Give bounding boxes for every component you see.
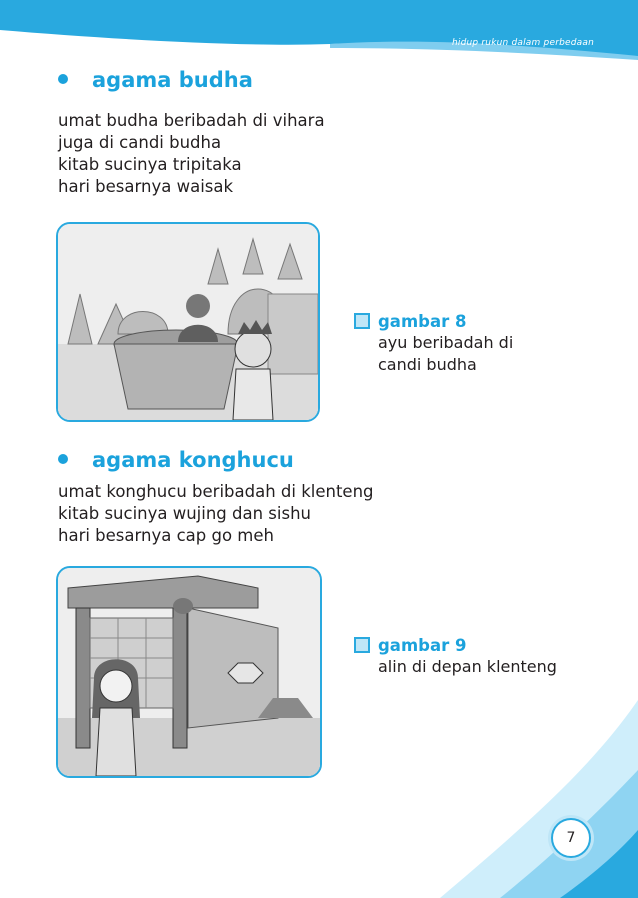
body-line: hari besarnya cap go meh [58, 526, 274, 545]
body-line: hari besarnya waisak [58, 177, 234, 196]
caption-line: candi budha [378, 355, 477, 374]
figure-label: gambar 9 [354, 634, 557, 656]
section-title-konghucu: agama konghucu [58, 448, 294, 472]
figure-label: gambar 8 [354, 310, 513, 332]
body-line: juga di candi budha [58, 133, 222, 152]
body-line: umat konghucu beribadah di klenteng [58, 482, 374, 501]
caption-gambar-9 [354, 634, 557, 678]
square-icon [354, 313, 370, 329]
klenteng-illustration-icon [58, 568, 320, 776]
figure-candi-illustration [56, 222, 320, 422]
figure-klenteng-illustration [56, 566, 322, 778]
body-line: umat budha beribadah di vihara [58, 111, 325, 130]
candi-illustration-icon [58, 224, 318, 420]
square-icon [354, 637, 370, 653]
section-body-konghucu [58, 481, 374, 547]
running-header: hidup rukun dalam perbedaan [452, 38, 594, 48]
caption-line: ayu beribadah di [378, 333, 514, 352]
section-title-budha: agama budha [58, 68, 253, 92]
page-number: 7 [551, 818, 591, 858]
body-line: kitab sucinya wujing dan sishu [58, 504, 312, 523]
body-line: kitab sucinya tripitaka [58, 155, 242, 174]
caption-line: alin di depan klenteng [378, 657, 557, 676]
bullet-icon [58, 74, 68, 84]
bullet-icon [58, 454, 68, 464]
caption-gambar-8 [354, 310, 513, 376]
section-body-budha [58, 110, 325, 198]
